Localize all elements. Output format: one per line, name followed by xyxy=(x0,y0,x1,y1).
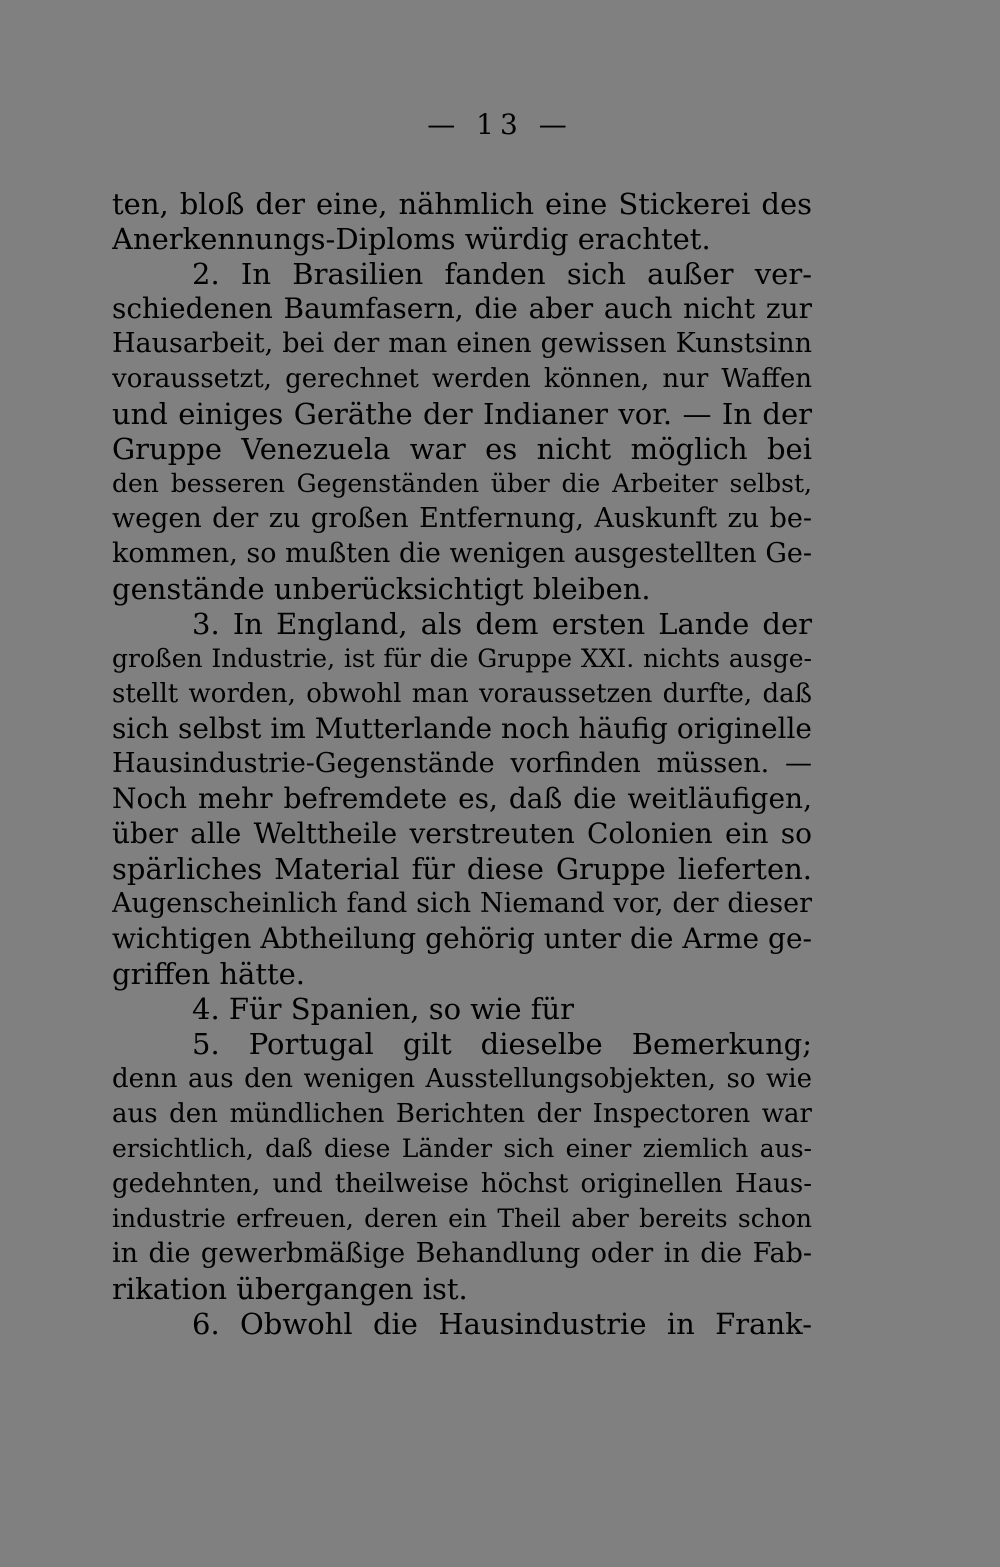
text-line: aus den mündlichen Berichten der Inspectoren war xyxy=(112,1099,812,1129)
text-line: gedehnten, und theilweise höchst originellen Haus- xyxy=(112,1169,812,1199)
text-line: 6. Obwohl die Hausindustrie in Frank- xyxy=(192,1307,812,1341)
text-line: schiedenen Baumfasern, die aber auch nicht zur xyxy=(112,292,812,325)
text-line: Hausindustrie-Gegenstände vorfinden müssen. — xyxy=(112,748,812,779)
text-line: Hausarbeit, bei der man einen gewissen Kunstsinn xyxy=(112,328,812,359)
text-line: denn aus den wenigen Ausstellungsobjekten, so wie xyxy=(112,1064,812,1094)
text-line: Anerkennungs-Diploms würdig erachtet. xyxy=(112,222,711,256)
text-line: wegen der zu großen Entfernung, Auskunft zu be- xyxy=(112,503,812,534)
text-line: wichtigen Abtheilung gehörig unter die Arme ge- xyxy=(112,922,812,955)
text-line: griffen hätte. xyxy=(112,957,306,991)
page-number: — 13 — xyxy=(427,108,573,141)
text-line: über alle Welttheile verstreuten Colonien ein so xyxy=(112,817,812,850)
text-line: Noch mehr befremdete es, daß die weitläufigen, xyxy=(112,782,812,815)
text-line: voraussetzt, gerechnet werden können, nur Waffen xyxy=(112,364,812,394)
text-line: industrie erfreuen, deren ein Theil aber bereits schon xyxy=(112,1204,812,1233)
text-line: kommen, so mußten die wenigen ausgestellten Ge- xyxy=(112,538,812,569)
text-line: stellt worden, obwohl man voraussetzen durfte, daß xyxy=(112,679,812,709)
text-line: großen Industrie, ist für die Gruppe XXI. nichts ausge- xyxy=(112,644,812,673)
text-line: rikation übergangen ist. xyxy=(112,1272,468,1306)
text-line: 5. Portugal gilt dieselbe Bemerkung; xyxy=(192,1027,812,1061)
text-line: spärliches Material für diese Gruppe lieferten. xyxy=(112,852,812,886)
text-line: ersichtlich, daß diese Länder sich einer ziemlich aus- xyxy=(112,1134,812,1163)
text-line: ten, bloß der eine, nähmlich eine Stickerei des xyxy=(112,187,812,221)
text-line: sich selbst im Mutterlande noch häufig originelle xyxy=(112,712,812,745)
text-line: 2. In Brasilien fanden sich außer ver- xyxy=(192,257,812,291)
text-line: 3. In England, als dem ersten Lande der xyxy=(192,607,812,641)
text-line: und einiges Geräthe der Indianer vor. — In der xyxy=(112,397,812,431)
text-line: in die gewerbmäßige Behandlung oder in die Fab- xyxy=(112,1238,812,1269)
text-line: genstände unberücksichtigt bleiben. xyxy=(112,572,651,606)
text-line: 4. Für Spanien, so wie für xyxy=(192,992,575,1026)
text-line: Gruppe Venezuela war es nicht möglich bei xyxy=(112,432,812,466)
text-line: den besseren Gegenständen über die Arbeiter selbst, xyxy=(112,469,812,498)
text-line: Augenscheinlich fand sich Niemand vor, der dieser xyxy=(112,888,812,919)
